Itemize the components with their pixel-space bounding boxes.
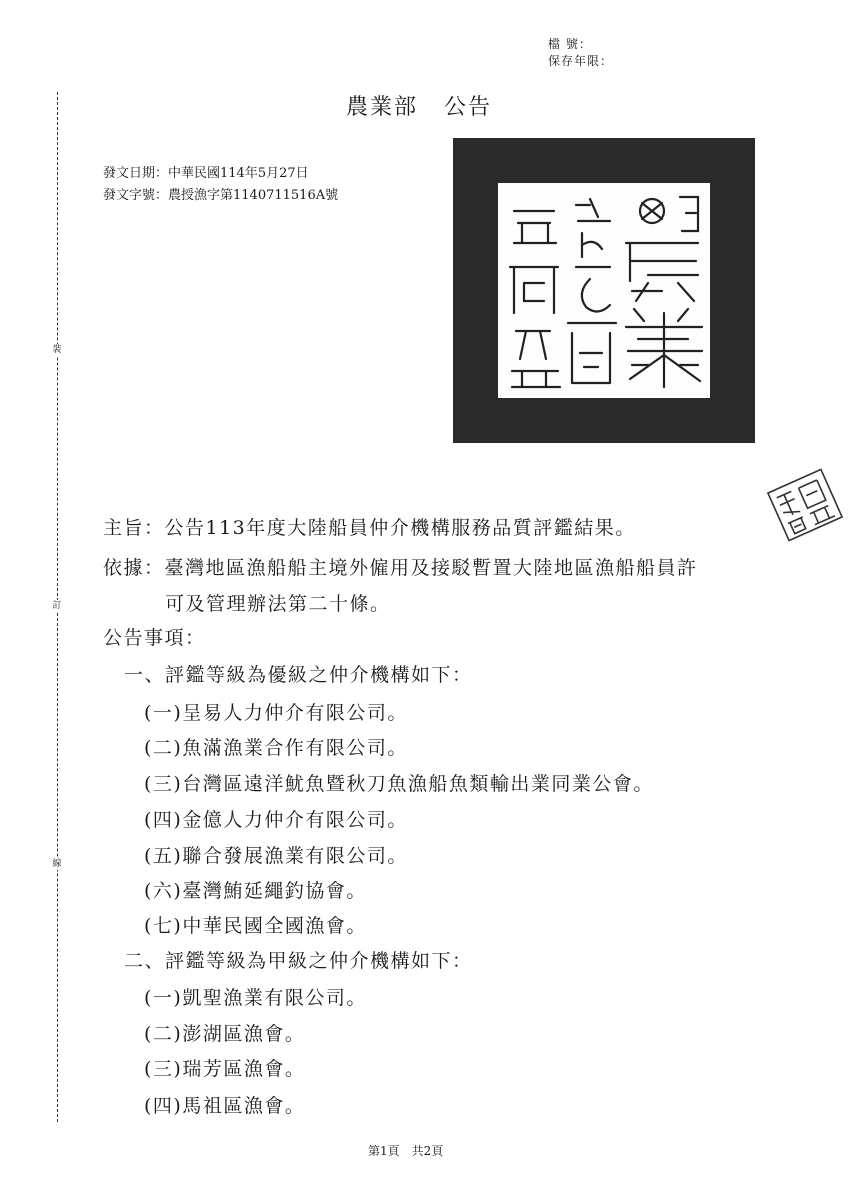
- section-1-item: (六)臺灣鮪延繩釣協會。: [144, 880, 367, 902]
- binding-mark-ding: 訂: [50, 600, 64, 612]
- section-1-item: (三)台灣區遠洋魷魚暨秋刀魚漁船魚類輸出業同業公會。: [144, 773, 654, 795]
- page-number: 第1頁 共2頁: [368, 1144, 444, 1158]
- section-1-heading: 一、評鑑等級為優級之仲介機構如下：: [124, 664, 473, 686]
- basis-line-2: 可及管理辦法第二十條。: [165, 593, 391, 615]
- binding-mark-zhuang: 裝: [50, 344, 64, 356]
- issue-number: 發文字號：農授漁字第1140711516A號: [103, 188, 339, 203]
- section-2-item: (三)瑞芳區漁會。: [144, 1058, 306, 1080]
- stamp-glyphs: [766, 465, 844, 545]
- official-seal: [453, 138, 755, 443]
- archive-number-label: 檔 號：: [548, 37, 592, 51]
- basis-line-1: 依據：臺灣地區漁船船主境外僱用及接駁暫置大陸地區漁船船員許: [103, 557, 698, 579]
- section-1-item: (一)呈易人力仲介有限公司。: [144, 702, 408, 724]
- announcement-label: 公告事項：: [103, 627, 206, 649]
- page-title: [346, 90, 492, 121]
- section-2-item: (四)馬祖區漁會。: [144, 1095, 306, 1117]
- retention-period-label: 保存年限：: [548, 54, 614, 68]
- section-2-item: (一)凱聖漁業有限公司。: [144, 987, 367, 1009]
- seal-inner-field: [498, 183, 710, 398]
- seal-glyphs: [498, 183, 710, 398]
- section-2-heading: 二、評鑑等級為甲級之仲介機構如下：: [124, 950, 473, 972]
- subject-line: 主旨：公告113年度大陸船員仲介機構服務品質評鑑結果。: [103, 517, 636, 539]
- digital-signature-stamp: [766, 465, 844, 545]
- section-1-item: (二)魚滿漁業合作有限公司。: [144, 737, 408, 759]
- document-type: 公告: [444, 95, 493, 120]
- section-1-item: (四)金億人力仲介有限公司。: [144, 809, 408, 831]
- issue-date: 發文日期：中華民國114年5月27日: [103, 166, 309, 181]
- binding-mark-xian: 線: [50, 858, 64, 870]
- section-2-item: (二)澎湖區漁會。: [144, 1023, 306, 1045]
- section-1-item: (五)聯合發展漁業有限公司。: [144, 845, 408, 867]
- agency-name: 農業部: [346, 95, 419, 120]
- section-1-item: (七)中華民國全國漁會。: [144, 915, 367, 937]
